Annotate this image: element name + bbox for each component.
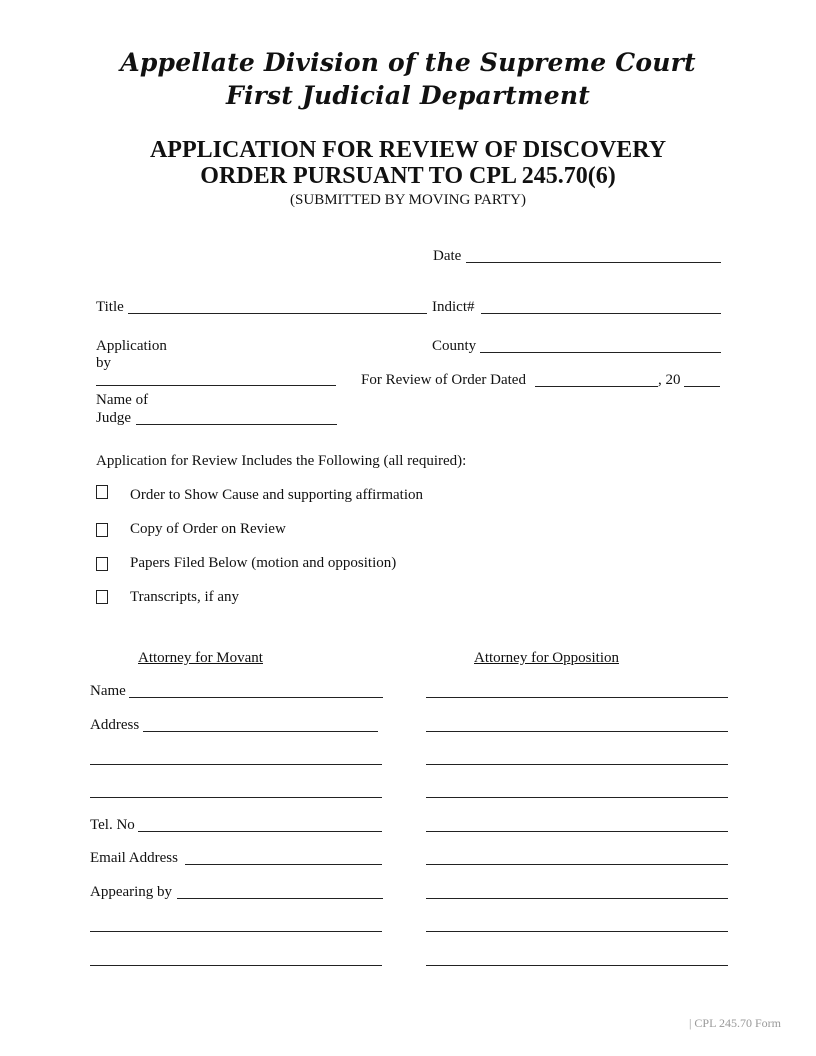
opposition-appearing-by-line2-field[interactable] — [426, 931, 728, 932]
title-field[interactable] — [128, 313, 427, 314]
date-field[interactable] — [466, 262, 721, 263]
movant-email-field[interactable] — [185, 864, 382, 865]
movant-appearing-by-line3-field[interactable] — [90, 965, 382, 966]
opposition-appearing-by-line3-field[interactable] — [426, 965, 728, 966]
checkbox-order-to-show-cause[interactable] — [96, 485, 108, 499]
movant-tel-field[interactable] — [138, 831, 382, 832]
form-subtitle: (SUBMITTED BY MOVING PARTY) — [290, 192, 526, 208]
opposition-address-line3-field[interactable] — [426, 797, 728, 798]
movant-appearing-by-line2-field[interactable] — [90, 931, 382, 932]
title-label: Title — [96, 299, 124, 315]
checkbox-transcripts[interactable] — [96, 590, 108, 604]
movant-tel-label: Tel. No — [90, 817, 135, 833]
opposition-name-field[interactable] — [426, 697, 728, 698]
form-title-line2: ORDER PURSUANT TO CPL 245.70(6) — [200, 163, 616, 189]
opposition-address-field[interactable] — [426, 731, 728, 732]
application-by-field[interactable] — [96, 385, 336, 386]
county-field[interactable] — [480, 352, 721, 353]
movant-name-label: Name — [90, 683, 126, 699]
indict-field[interactable] — [481, 313, 721, 314]
checklist-item-copy-of-order: Copy of Order on Review — [130, 521, 286, 537]
date-label: Date — [433, 248, 462, 264]
attorney-movant-heading: Attorney for Movant — [138, 650, 263, 666]
checklist-item-order-to-show-cause: Order to Show Cause and supporting affirmation — [130, 487, 424, 503]
attorney-opposition-heading: Attorney for Opposition — [474, 650, 619, 666]
checkbox-copy-of-order[interactable] — [96, 523, 108, 537]
opposition-tel-field[interactable] — [426, 831, 728, 832]
checklist-item-papers-filed-below: Papers Filed Below (motion and opposition) — [130, 555, 397, 571]
judge-label-1: Name of — [96, 392, 149, 408]
footer-form-label: | CPL 245.70 Form — [689, 1016, 781, 1030]
form-title-line1: APPLICATION FOR REVIEW OF DISCOVERY — [149, 137, 667, 163]
movant-address-line2-field[interactable] — [90, 764, 382, 765]
movant-appearing-by-label: Appearing by — [90, 884, 173, 900]
review-order-date-field[interactable] — [535, 386, 658, 387]
opposition-address-line2-field[interactable] — [426, 764, 728, 765]
application-by-label-1: Application — [96, 338, 167, 354]
indict-label: Indict# — [432, 299, 475, 315]
year-prefix-label: , 20 — [658, 372, 681, 388]
checkbox-papers-filed-below[interactable] — [96, 557, 108, 571]
movant-email-label: Email Address — [90, 850, 178, 866]
movant-address-field[interactable] — [143, 731, 378, 732]
judge-label-2: Judge — [96, 410, 131, 426]
movant-address-line3-field[interactable] — [90, 797, 382, 798]
movant-appearing-by-field[interactable] — [177, 898, 383, 899]
court-name-line2: First Judicial Department — [226, 81, 590, 110]
movant-address-label: Address — [90, 717, 140, 733]
county-label: County — [432, 338, 477, 354]
application-by-label-2: by — [96, 355, 111, 371]
judge-name-field[interactable] — [136, 424, 337, 425]
checklist-item-transcripts: Transcripts, if any — [130, 589, 240, 605]
court-name-line1: Appellate Division of the Supreme Court — [120, 48, 696, 77]
opposition-email-field[interactable] — [426, 864, 728, 865]
checklist-heading: Application for Review Includes the Following (all required): — [96, 453, 467, 469]
opposition-appearing-by-field[interactable] — [426, 898, 728, 899]
review-order-dated-label: For Review of Order Dated — [361, 372, 526, 388]
review-order-year-field[interactable] — [684, 386, 720, 387]
movant-name-field[interactable] — [129, 697, 383, 698]
